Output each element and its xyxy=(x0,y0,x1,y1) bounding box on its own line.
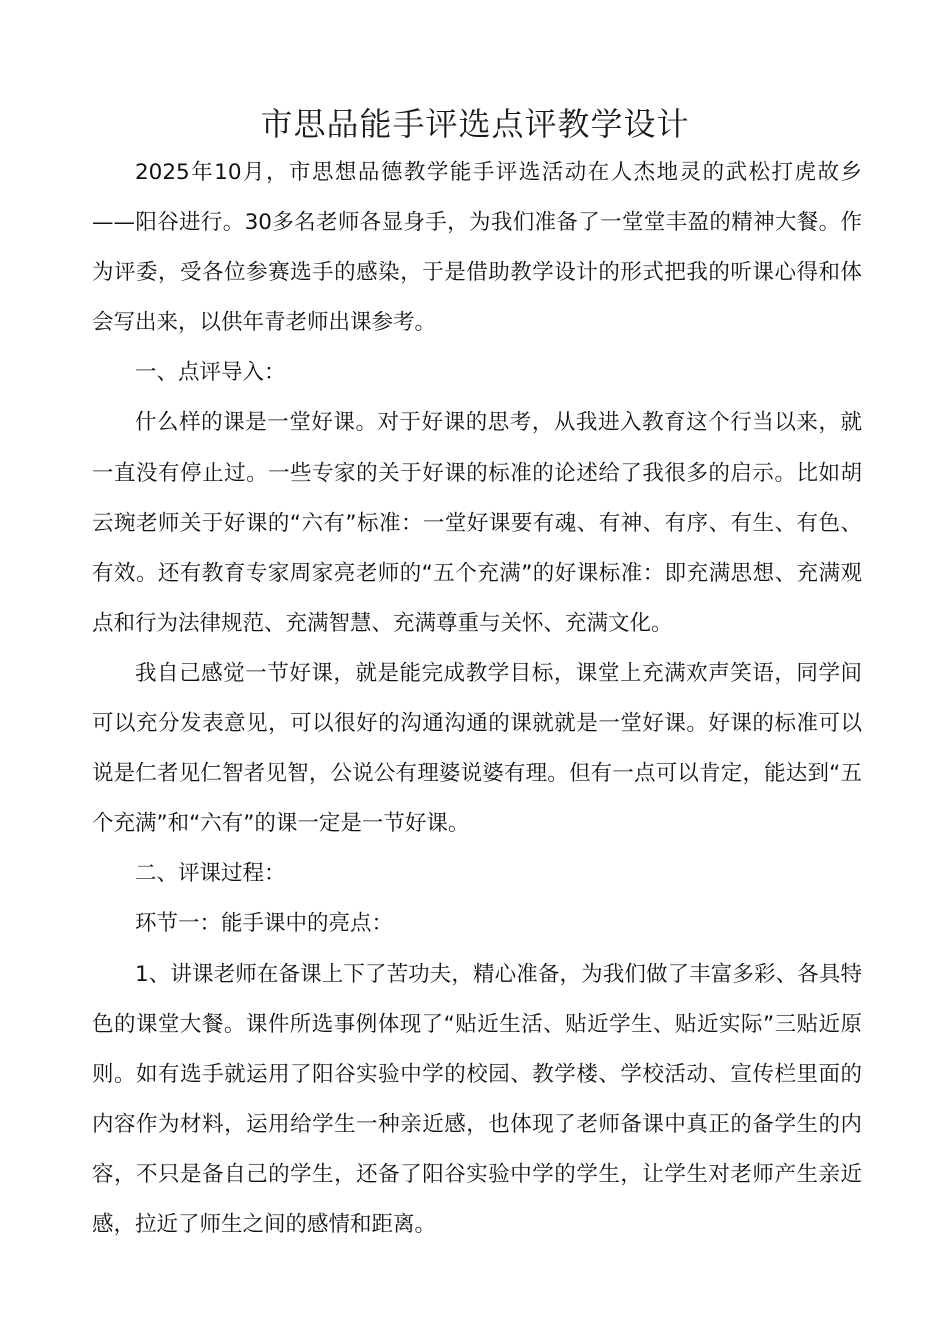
paragraph-intro: 2025年10月，市思想品德教学能手评选活动在人杰地灵的武松打虎故乡——阳谷进行。30多名老师各显身手，为我们准备了一堂堂丰盈的精神大餐。作为评委，受各位参赛选手的感染，于是借助教学设计的形式把我的听课心得和体会写出来，以供年青老师出课参考。 xyxy=(92,160,862,336)
document-body xyxy=(92,148,862,1250)
paragraph-good-lesson: 什么样的课是一堂好课。对于好课的思考，从我进入教育这个行当以来，就一直没有停止过。一些专家的关于好课的标准的论述给了我很多的启示。比如胡云琬老师关于好课的“六有”标准：一堂好课要有魂、有神、有序、有生、有色、有效。还有教育专家周家亮老师的“五个充满”的好课标准：即充满思想、充满观点和行为法律规范、充满智慧、充满尊重与关怀、充满文化。 xyxy=(92,410,862,636)
paragraph-highlight-1: 1、讲课老师在备课上下了苦功夫，精心准备，为我们做了丰富多彩、各具特色的课堂大餐。课件所选事例体现了“贴近生活、贴近学生、贴近实际”三贴近原则。如有选手就运用了阳谷实验中学的校园、教学楼、学校活动、宣传栏里面的内容作为材料，运用给学生一种亲近感，也体现了老师备课中真正的备学生的内容，不只是备自己的学生，还备了阳谷实验中学的学生，让学生对老师产生亲近感，拉近了师生之间的感情和距离。 xyxy=(92,961,862,1237)
subsection-heading-1: 环节一：能手课中的亮点： xyxy=(135,911,394,937)
section-heading-1: 一、点评导入： xyxy=(135,360,286,386)
paragraph-personal-view: 我自己感觉一节好课，就是能完成教学目标，课堂上充满欢声笑语，同学间可以充分发表意见，可以很好的沟通沟通的课就就是一堂好课。好课的标准可以说是仁者见仁智者见智，公说公有理婆说婆有理。但有一点可以肯定，能达到“五个充满”和“六有”的课一定是一节好课。 xyxy=(92,660,862,837)
document-title: 市思品能手评选点评教学设计 xyxy=(260,105,690,143)
section-heading-2: 二、评课过程： xyxy=(135,861,286,887)
